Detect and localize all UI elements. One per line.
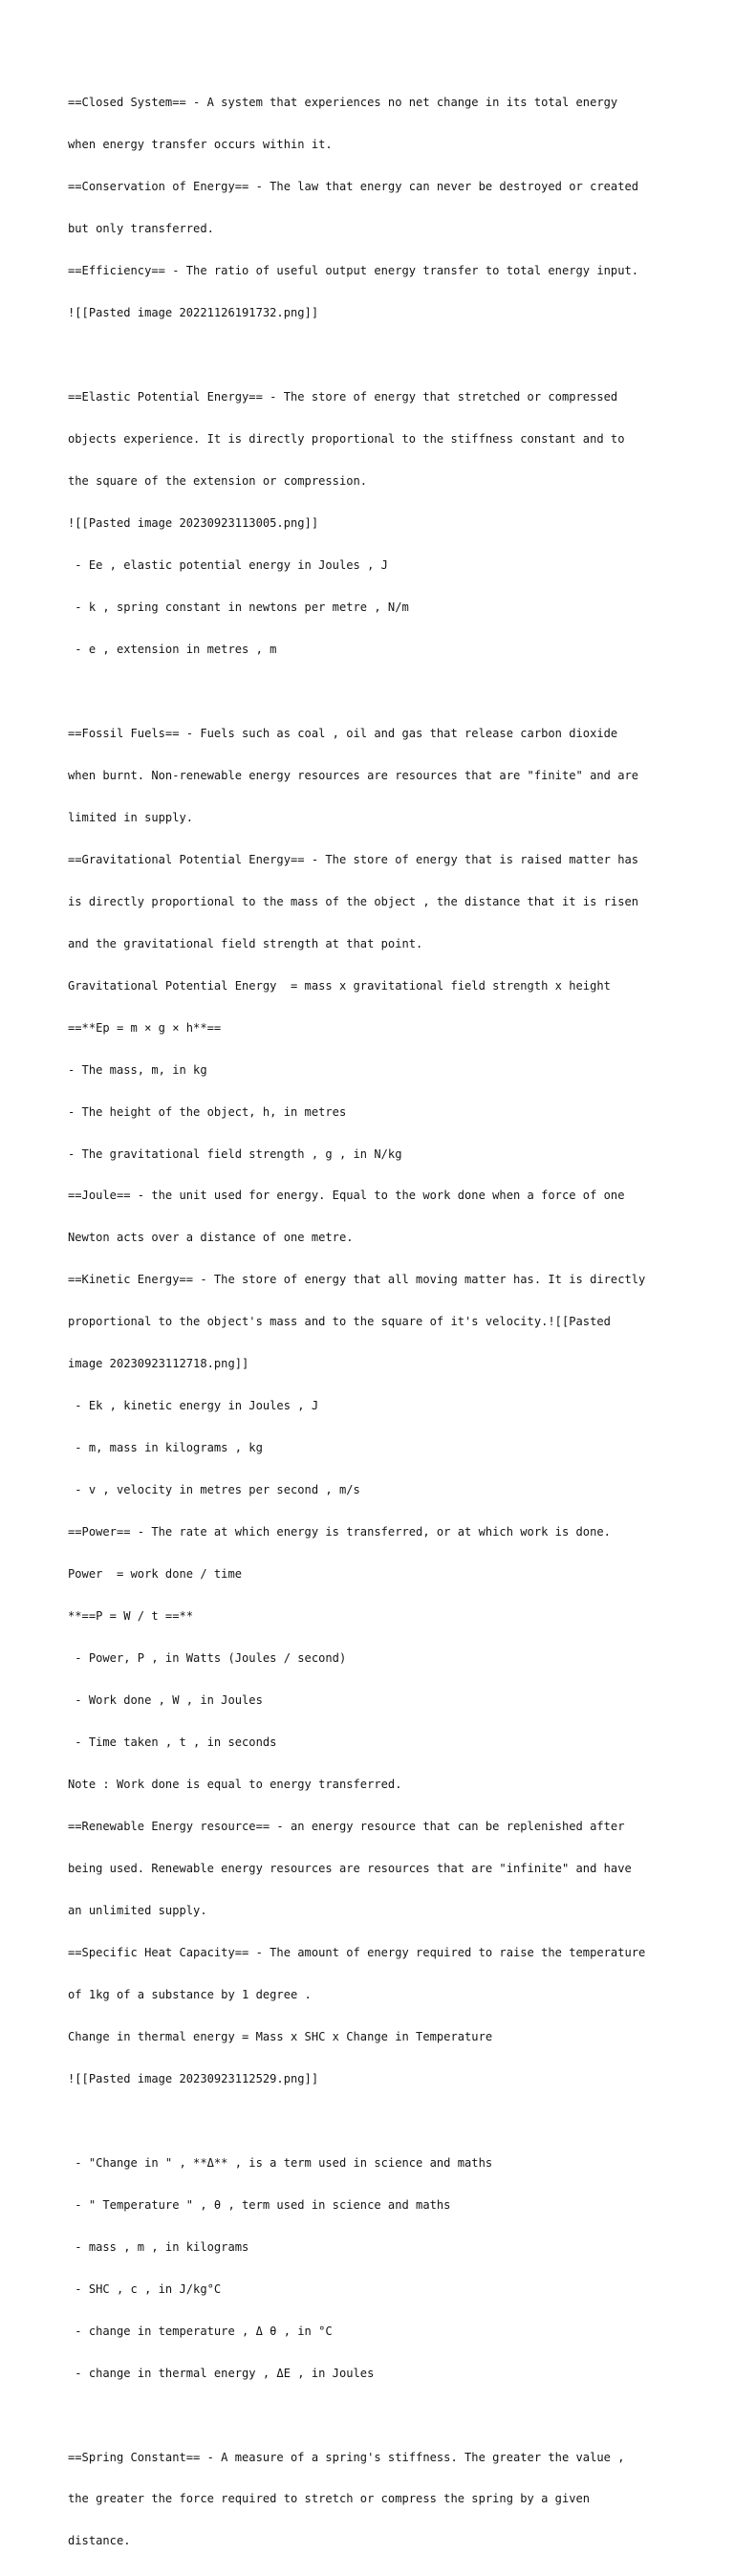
text-line: ![[Pasted image 20230923112529.png]] [68, 2071, 319, 2085]
text-line: image 20230923112718.png]] [68, 1357, 249, 1371]
text-line: ==Kinetic Energy== - The store of energy that all moving matter has. It is directly [68, 1273, 646, 1287]
text-line: objects experience. It is directly proportional to the stiffness constant and to [68, 432, 625, 447]
blank-line [68, 685, 696, 699]
text-line: distance. [68, 2534, 131, 2548]
text-line: ==Joule== - the unit used for energy. Equal to the work done when a force of one [68, 1189, 625, 1203]
text-line: ==**Ep = m × g × h**== [68, 1020, 222, 1035]
text-line: - Time taken , t , in seconds [68, 1736, 277, 1750]
text-line: ==Power== - The rate at which energy is transferred, or at which work is done. [68, 1525, 611, 1539]
text-line: - Ek , kinetic energy in Joules , J [68, 1399, 319, 1413]
text-line: ==Gravitational Potential Energy== - The store of energy that is raised matter has [68, 852, 639, 866]
text-line: when burnt. Non-renewable energy resources are resources that are "finite" and are [68, 768, 639, 782]
text-line: - The gravitational field strength , g , in N/kg [68, 1146, 402, 1161]
text-line: ![[Pasted image 20230923113005.png]] [68, 515, 319, 530]
text-line: Power = work done / time [68, 1567, 243, 1582]
text-line: Gravitational Potential Energy = mass x gravitational field strength x height [68, 978, 611, 993]
text-line: ==Efficiency== - The ratio of useful output energy transfer to total energy input. [68, 264, 639, 278]
text-line: ==Specific Heat Capacity== - The amount of energy required to raise the temperature [68, 1945, 646, 1959]
text-line: - mass , m , in kilograms [68, 2239, 249, 2254]
text-line: Newton acts over a distance of one metre. [68, 1231, 354, 1245]
text-line: and the gravitational field strength at that point. [68, 936, 423, 950]
text-line: - v , velocity in metres per second , m/s [68, 1483, 360, 1497]
text-line: - k , spring constant in newtons per metre , N/m [68, 600, 409, 614]
text-line: **==P = W / t ==** [68, 1609, 194, 1624]
blank-line [68, 2114, 696, 2128]
text-line: but only transferred. [68, 222, 214, 236]
text-line: ![[Pasted image 20221126191732.png]] [68, 306, 319, 320]
text-line: ==Elastic Potential Energy== - The store of energy that stretched or compressed [68, 390, 618, 404]
text-line: - " Temperature " , θ , term used in science and maths [68, 2197, 451, 2212]
text-line: proportional to the object's mass and to the square of it's velocity.![[Pasted [68, 1315, 611, 1329]
text-line: ==Renewable Energy resource== - an energy resource that can be replenished after [68, 1820, 625, 1833]
text-line: of 1kg of a substance by 1 degree . [68, 1987, 312, 2001]
text-line: Note : Work done is equal to energy transferred. [68, 1778, 402, 1792]
text-line: - "Change in " , **Δ** , is a term used in science and maths [68, 2155, 493, 2170]
text-line: - change in temperature , Δ θ , in °C [68, 2324, 333, 2338]
text-line: - Power, P , in Watts (Joules / second) [68, 1651, 347, 1666]
blank-line [68, 348, 696, 362]
text-line: being used. Renewable energy resources are resources that are "infinite" and have [68, 1861, 632, 1875]
text-line: - SHC , c , in J/kg°C [68, 2281, 222, 2296]
text-line: Change in thermal energy = Mass x SHC x Change in Temperature [68, 2029, 493, 2043]
document-text [68, 68, 696, 2576]
text-line: ==Conservation of Energy== - The law that energy can never be destroyed or created [68, 180, 639, 194]
blank-line [68, 2409, 696, 2423]
text-line: is directly proportional to the mass of the object , the distance that it is risen [68, 894, 639, 908]
text-line: limited in supply. [68, 810, 194, 824]
text-line: - The height of the object, h, in metres [68, 1104, 347, 1119]
text-line: ==Spring Constant== - A measure of a spring's stiffness. The greater the value , [68, 2450, 625, 2464]
text-line: - change in thermal energy , ΔE , in Joules [68, 2366, 375, 2380]
text-line: the square of the extension or compression. [68, 474, 368, 489]
text-line: - m, mass in kilograms , kg [68, 1441, 263, 1455]
text-line: ==Fossil Fuels== - Fuels such as coal , oil and gas that release carbon dioxide [68, 726, 618, 740]
text-line: when energy transfer occurs within it. [68, 138, 333, 152]
text-line: - Ee , elastic potential energy in Joules , J [68, 557, 388, 572]
text-line: an unlimited supply. [68, 1903, 207, 1917]
text-line: the greater the force required to stretch or compress the spring by a given [68, 2492, 591, 2506]
text-line: - Work done , W , in Joules [68, 1693, 263, 1708]
text-line: ==Closed System== - A system that experiences no net change in its total energy [68, 96, 618, 110]
text-line: - e , extension in metres , m [68, 642, 277, 656]
text-line: - The mass, m, in kg [68, 1062, 207, 1077]
